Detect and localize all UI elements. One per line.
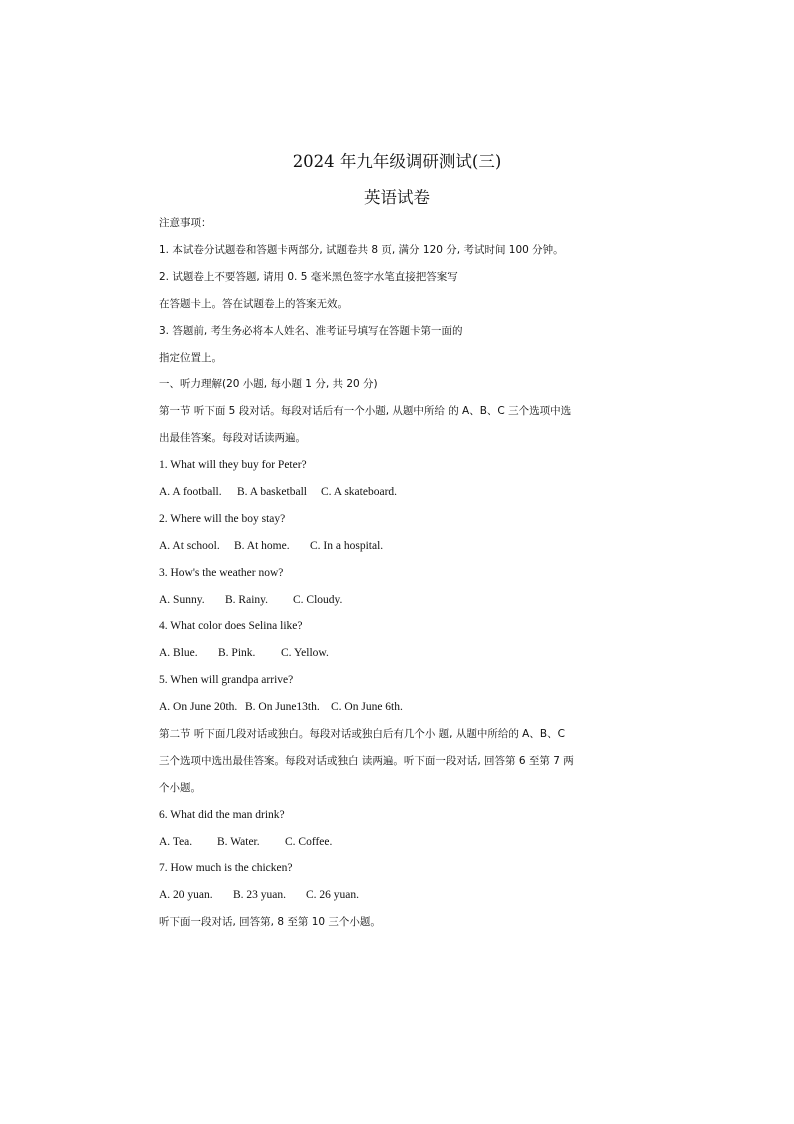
part1-heading: 一、听力理解(20 小题, 每小题 1 分, 共 20 分)	[159, 378, 378, 390]
note-item-3-cont: 指定位置上。	[159, 352, 222, 364]
question-2-options	[159, 539, 639, 553]
question-1-options	[159, 485, 639, 499]
option-c: C. Yellow.	[281, 647, 329, 659]
note-item-1: 1. 本试卷分试题卷和答题卡两部分, 试题卷共 8 页, 满分 120 分, 考试时间 100 分钟。	[159, 244, 564, 256]
section1-intro-line1: 第一节 听下面 5 段对话。每段对话后有一个小题, 从题中所给 的 A、B、C 三个选项中选	[159, 405, 572, 417]
option-c: C. A skateboard.	[321, 486, 398, 498]
section2-intro-line1: 第二节 听下面几段对话或独白。每段对话或独白后有几个小 题, 从题中所给的 A、B、C	[159, 728, 565, 740]
option-b: B. Rainy.	[225, 594, 269, 606]
option-b: B. At home.	[234, 540, 290, 552]
option-b: B. A basketball	[237, 486, 307, 498]
question-5-options	[159, 700, 639, 714]
question-5: 5. When will grandpa arrive?	[159, 674, 294, 686]
question-6: 6. What did the man drink?	[159, 809, 285, 821]
option-a: A. Blue.	[159, 647, 198, 659]
option-a: A. At school.	[159, 540, 220, 552]
exam-title: 2024 年九年级调研测试(三)	[292, 152, 502, 171]
question-3-options	[159, 593, 639, 607]
option-a: A. Tea.	[159, 836, 193, 848]
question-3: 3. How's the weather now?	[159, 567, 284, 579]
option-c: C. 26 yuan.	[306, 889, 360, 901]
section2-intro-line2: 三个选项中选出最佳答案。每段对话或独白 读两遍。听下面一段对话, 回答第 6 至第 7 两	[159, 755, 574, 767]
question-6-options	[159, 835, 639, 849]
option-b: B. On June13th.	[245, 701, 320, 713]
question-1: 1. What will they buy for Peter?	[159, 459, 307, 471]
option-b: B. Pink.	[218, 647, 256, 659]
option-c: C. On June 6th.	[331, 701, 403, 713]
question-7-options	[159, 888, 639, 902]
section2-intro-line3: 个小题。	[159, 782, 201, 794]
section1-intro-line2: 出最佳答案。每段对话读两遍。	[159, 432, 306, 444]
question-2: 2. Where will the boy stay?	[159, 513, 286, 525]
option-c: C. Cloudy.	[293, 594, 343, 606]
option-c: C. Coffee.	[285, 836, 333, 848]
question-7: 7. How much is the chicken?	[159, 862, 293, 874]
question-4-options	[159, 646, 639, 660]
option-a: A. Sunny.	[159, 594, 205, 606]
next-instruction: 听下面一段对话, 回答第, 8 至第 10 三个小题。	[159, 916, 381, 928]
note-item-3: 3. 答题前, 考生务必将本人姓名、准考证号填写在答题卡第一面的	[159, 325, 463, 337]
notes-heading: 注意事项：	[159, 217, 212, 229]
option-b: B. Water.	[217, 836, 260, 848]
option-a: A. A football.	[159, 486, 222, 498]
option-b: B. 23 yuan.	[233, 889, 287, 901]
exam-subtitle: 英语试卷	[364, 188, 430, 207]
option-a: A. On June 20th.	[159, 701, 238, 713]
note-item-2: 2. 试题卷上不要答题, 请用 0. 5 毫米黑色签字水笔直接把答案写	[159, 271, 458, 283]
option-c: C. In a hospital.	[310, 540, 384, 552]
question-4: 4. What color does Selina like?	[159, 620, 303, 632]
option-a: A. 20 yuan.	[159, 889, 213, 901]
note-item-2-cont: 在答题卡上。答在试题卷上的答案无效。	[159, 298, 348, 310]
